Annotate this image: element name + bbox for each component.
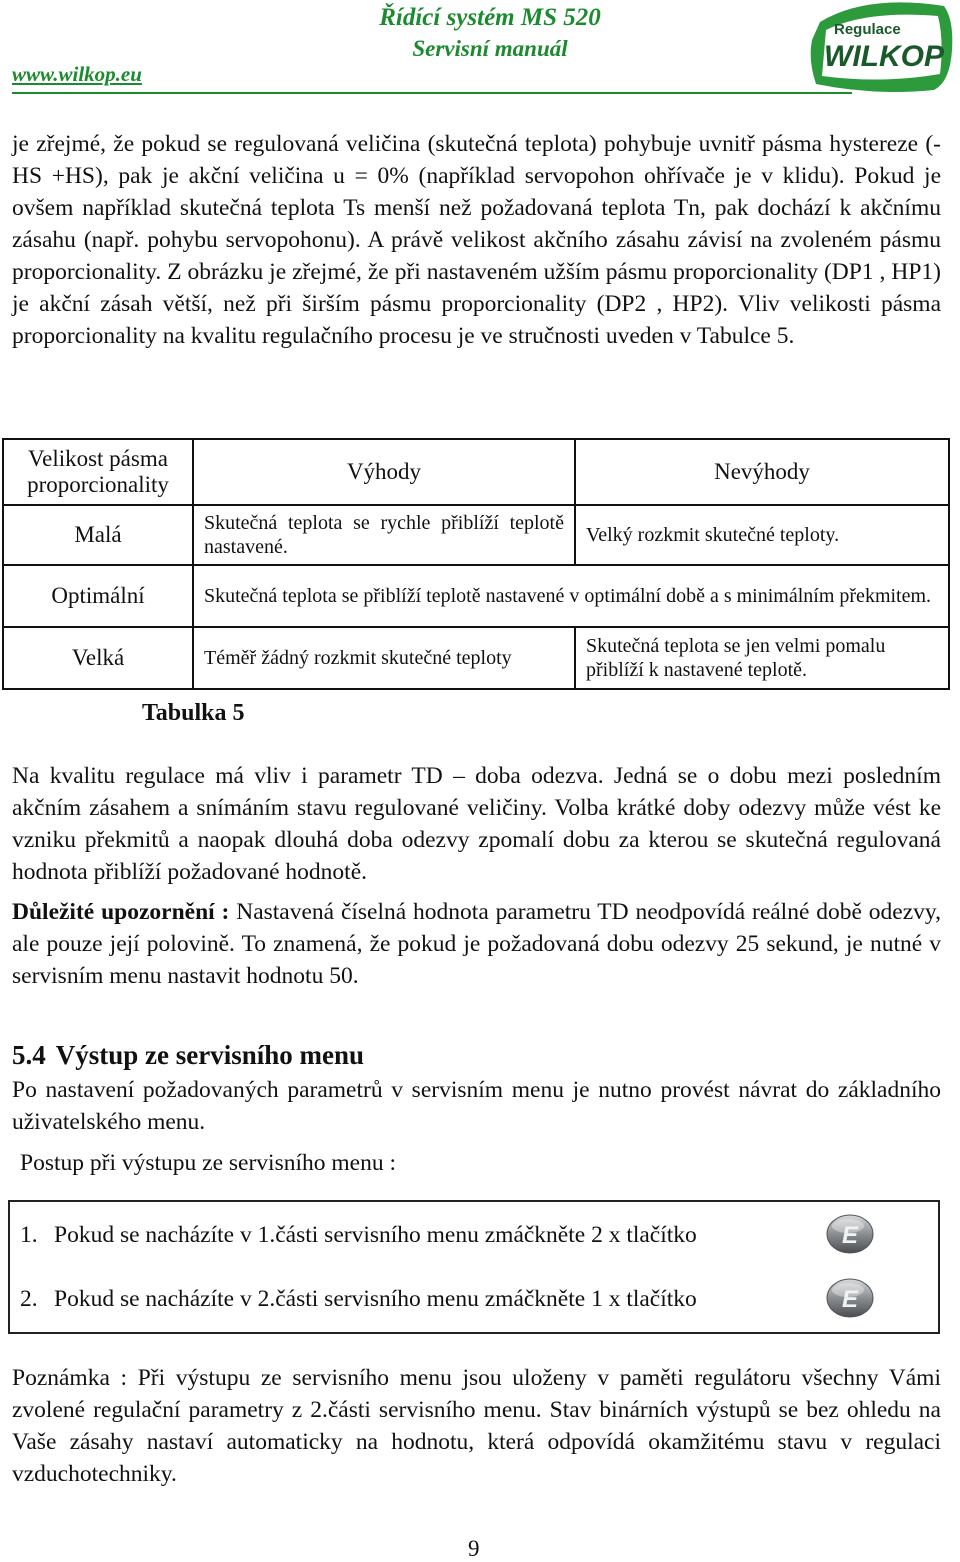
header-url-link[interactable]: www.wilkop.eu (12, 62, 142, 86)
table-cell-pros: Téměř žádný rozkmit skutečné teploty (193, 627, 575, 689)
table-row (3, 565, 949, 627)
table-cell-merged: Skutečná teplota se přiblíží teplotě nastavené v optimální době a s minimálním překmitem. (193, 565, 949, 627)
svg-text:E: E (841, 1286, 859, 1313)
table-header-cons: Nevýhody (575, 439, 949, 505)
table-cell-cons: Velký rozkmit skutečné teploty. (575, 505, 949, 565)
table-header-row (3, 439, 949, 505)
procedure-title: Postup při výstupu ze servisního menu : (20, 1150, 396, 1176)
step-item (20, 1222, 697, 1249)
important-note-paragraph (12, 896, 941, 992)
page-number: 9 (468, 1536, 480, 1561)
steps-box (8, 1200, 940, 1334)
table-row (3, 505, 949, 565)
table-header-size: Velikost pásma proporcionality (3, 439, 193, 505)
important-note-label: Důležité upozornění : (12, 899, 230, 925)
wilkop-logo (806, 0, 956, 92)
intro-paragraph: je zřejmé, že pokud se regulovaná veličina (skutečná teplota) pohybuje uvnitř pásma hystereze (-HS +HS), pak je akční veličina u = 0% (například servopohon ohřívače je v klidu). Pokud je ovšem například skutečná teplota Ts menší než požadovaná teplota Tn, pak dochází k akčnímu zásahu (např. pohybu servopohonu). A právě velikost akčního zásahu závisí na zvoleném pásmu proporcionality. Z obrázku je zřejmé, že při nastaveném užším pásmu proporcionality (DP1 , HP1) je akční zásah větší, než při širším pásmu proporcionality (DP2 , HP2). Vliv velikosti pásma proporcionality na kvalitu regulačního procesu je ve stručnosti uveden v Tabulce 5. (12, 131, 941, 349)
logo-small-text: Regulace (834, 21, 901, 38)
response-time-paragraph: Na kvalitu regulace má vliv i parametr TD – doba odezva. Jedná se o dobu mezi posledním akčním zásahem a snímáním stavu regulované veličiny. Volba krátké doby odezvy může vést ke vzniku překmitů a naopak dlouhá doba odezvy zpomalí dobu za kterou se skutečná regulovaná hodnota přiblíží požadované hodnotě. (12, 763, 941, 885)
section-number: 5.4 (12, 1040, 46, 1070)
table-cell-cons: Skutečná teplota se jen velmi pomalu přiblíží k nastavené teplotě. (575, 627, 949, 689)
page-header (0, 0, 960, 96)
header-divider (12, 92, 852, 94)
table-cell-size: Malá (3, 505, 193, 565)
note-paragraph: Poznámka : Při výstupu ze servisního menu jsou uloženy v paměti regulátoru všechny Vámi zvolené regulační parametry z 2.části servisního menu. Stav binárních výstupů se bez ohledu na Vaše zásahy nastaví automaticky na hodnotu, která odpovídá okamžitému stavu v regulaci vzduchotechniky. (12, 1365, 941, 1487)
table-cell-pros: Skutečná teplota se rychle přiblíží teplotě nastavené. (193, 505, 575, 565)
table-cell-size: Optimální (3, 565, 193, 627)
step-item (20, 1286, 697, 1313)
table-cell-size: Velká (3, 627, 193, 689)
logo-brand-text: WILKOP (824, 40, 944, 73)
section-title: Výstup ze servisního menu (55, 1040, 365, 1070)
e-button-icon (826, 1278, 874, 1318)
header-title-line1: Řídící systém MS 520 (379, 4, 601, 31)
important-note-text: Nastavená číselná hodnota parametru TD neodpovídá reálné době odezvy, ale pouze její polovině. To znamená, že pokud je požadovaná dobu odezvy 25 sekund, je nutné v servisním menu nastavit hodnotu 50. (12, 899, 941, 989)
step-text: Pokud se nacházíte v 2.části servisního menu zmáčkněte 1 x tlačítko (54, 1286, 697, 1312)
header-title (300, 2, 680, 64)
section-heading (12, 1040, 364, 1071)
step-number: 2. (20, 1286, 38, 1312)
header-title-line2: Servisní manuál (412, 36, 568, 61)
svg-text:E: E (841, 1222, 859, 1249)
section-intro-paragraph: Po nastavení požadovaných parametrů v servisním menu je nutno provést návrat do základního uživatelského menu. (12, 1077, 941, 1135)
table-caption: Tabulka 5 (142, 700, 245, 726)
e-button-icon (826, 1214, 874, 1254)
proportionality-table (2, 438, 950, 690)
table-header-pros: Výhody (193, 439, 575, 505)
step-text: Pokud se nacházíte v 1.části servisního menu zmáčkněte 2 x tlačítko (54, 1222, 697, 1248)
step-number: 1. (20, 1222, 38, 1248)
table-row (3, 627, 949, 689)
